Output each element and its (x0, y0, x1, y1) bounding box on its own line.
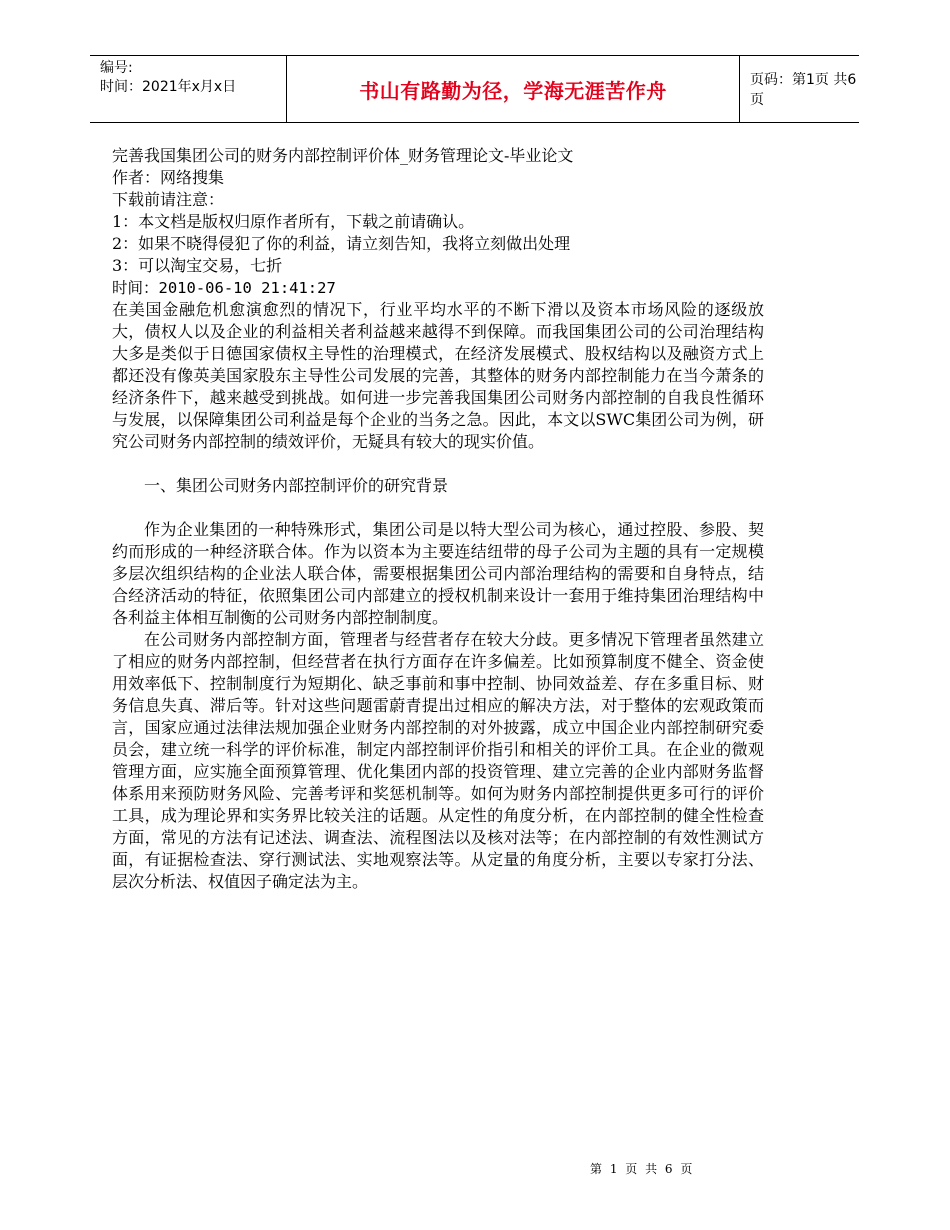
notice-item: 1：本文档是版权归原作者所有，下载之前请确认。 (112, 212, 475, 231)
body-paragraph: 在公司财务内部控制方面，管理者与经营者存在较大分歧。更多情况下管理者虽然建立了相应的财务内部控制，但经营者在执行方面存在许多偏差。比如预算制度不健全、资金使用效率低下、控制制度行为短期化、缺乏事前和事中控制、协同效益差、存在多重目标、财务信息失真、滞后等。针对这些问题雷蔚青提出过相应的解决方法，对于整体的宏观政策而言，国家应通过法律法规加强企业财务内部控制的对外披露，成立中国企业内部控制研究委员会，建立统一科学的评价标准，制定内部控制评价指引和相关的评价工具。在企业的微观管理方面，应实施全面预算管理、优化集团内部的投资管理、建立完善的企业内部财务监督体系用来预防财务风险、完善考评和奖惩机制等。如何为财务内部控制提供更多可行的评价工具，成为理论界和实务界比较关注的话题。从定性的角度分析，在内部控制的健全性检查方面，常见的方法有记述法、调查法、流程图法以及核对法等；在内部控制的有效性测试方面，有证据检查法、穿行测试法、实地观察法等。从定量的角度分析，主要以专家打分法、层次分析法、权值因子确定法为主。 (112, 630, 764, 891)
intro-paragraph: 在美国金融危机愈演愈烈的情况下，行业平均水平的不断下滑以及资本市场风险的逐级放大，债权人以及企业的利益相关者利益越来越得不到保障。而我国集团公司的公司治理结构大多是类似于日德国家债权主导性的治理模式，在经济发展模式、股权结构以及融资方式上都还没有像英美国家股东主导性公司发展的完善，其整体的财务内部控制能力在当今萧条的经济条件下，越来越受到挑战。如何进一步完善我国集团公司财务内部控制的自我良性循环与发展，以保障集团公司利益是每个企业的当务之急。因此，本文以SWC集团公司为例，研究公司财务内部控制的绩效评价，无疑具有较大的现实价值。 (112, 300, 764, 451)
page-footer: 第 1 页 共 6 页 (590, 1162, 695, 1176)
header-motto: 书山有路勤为径，学海无涯苦作舟 (359, 78, 667, 103)
document-number-label: 编号: (100, 60, 133, 76)
body-paragraph: 作为企业集团的一种特殊形式，集团公司是以特大型公司为核心，通过控股、参股、契约而形成的一种经济联合体。作为以资本为主要连结纽带的母子公司为主题的具有一定规模多层次组织结构的企业法人联合体，需要根据集团公司内部治理结构的需要和自身特点，结合经济活动的特征，依照集团公司内部建立的授权机制来设计一套用于维持集团治理结构中各利益主体相互制衡的公司财务内部控制制度。 (112, 520, 764, 627)
document-date-label: 时间：2021年x月x日 (100, 79, 237, 95)
document-author: 作者：网络搜集 (112, 168, 225, 187)
document-title: 完善我国集团公司的财务内部控制评价体_财务管理论文-毕业论文 (112, 146, 574, 165)
header-meta (100, 59, 280, 97)
notice-item: 3：可以淘宝交易，七折 (112, 256, 283, 275)
notice-item: 2：如果不晓得侵犯了你的利益，请立刻告知，我将立刻做出处理 (112, 234, 571, 253)
page-header (90, 55, 859, 123)
document-timestamp: 时间：2010-06-10 21:41:27 (112, 279, 336, 297)
section-heading: 一、集团公司财务内部控制评价的研究背景 (144, 476, 449, 495)
document-body (112, 145, 764, 893)
header-motto-cell (286, 56, 740, 122)
notice-heading: 下载前请注意： (112, 190, 225, 209)
header-page-info: 页码：第1页 共6页 (750, 72, 857, 108)
